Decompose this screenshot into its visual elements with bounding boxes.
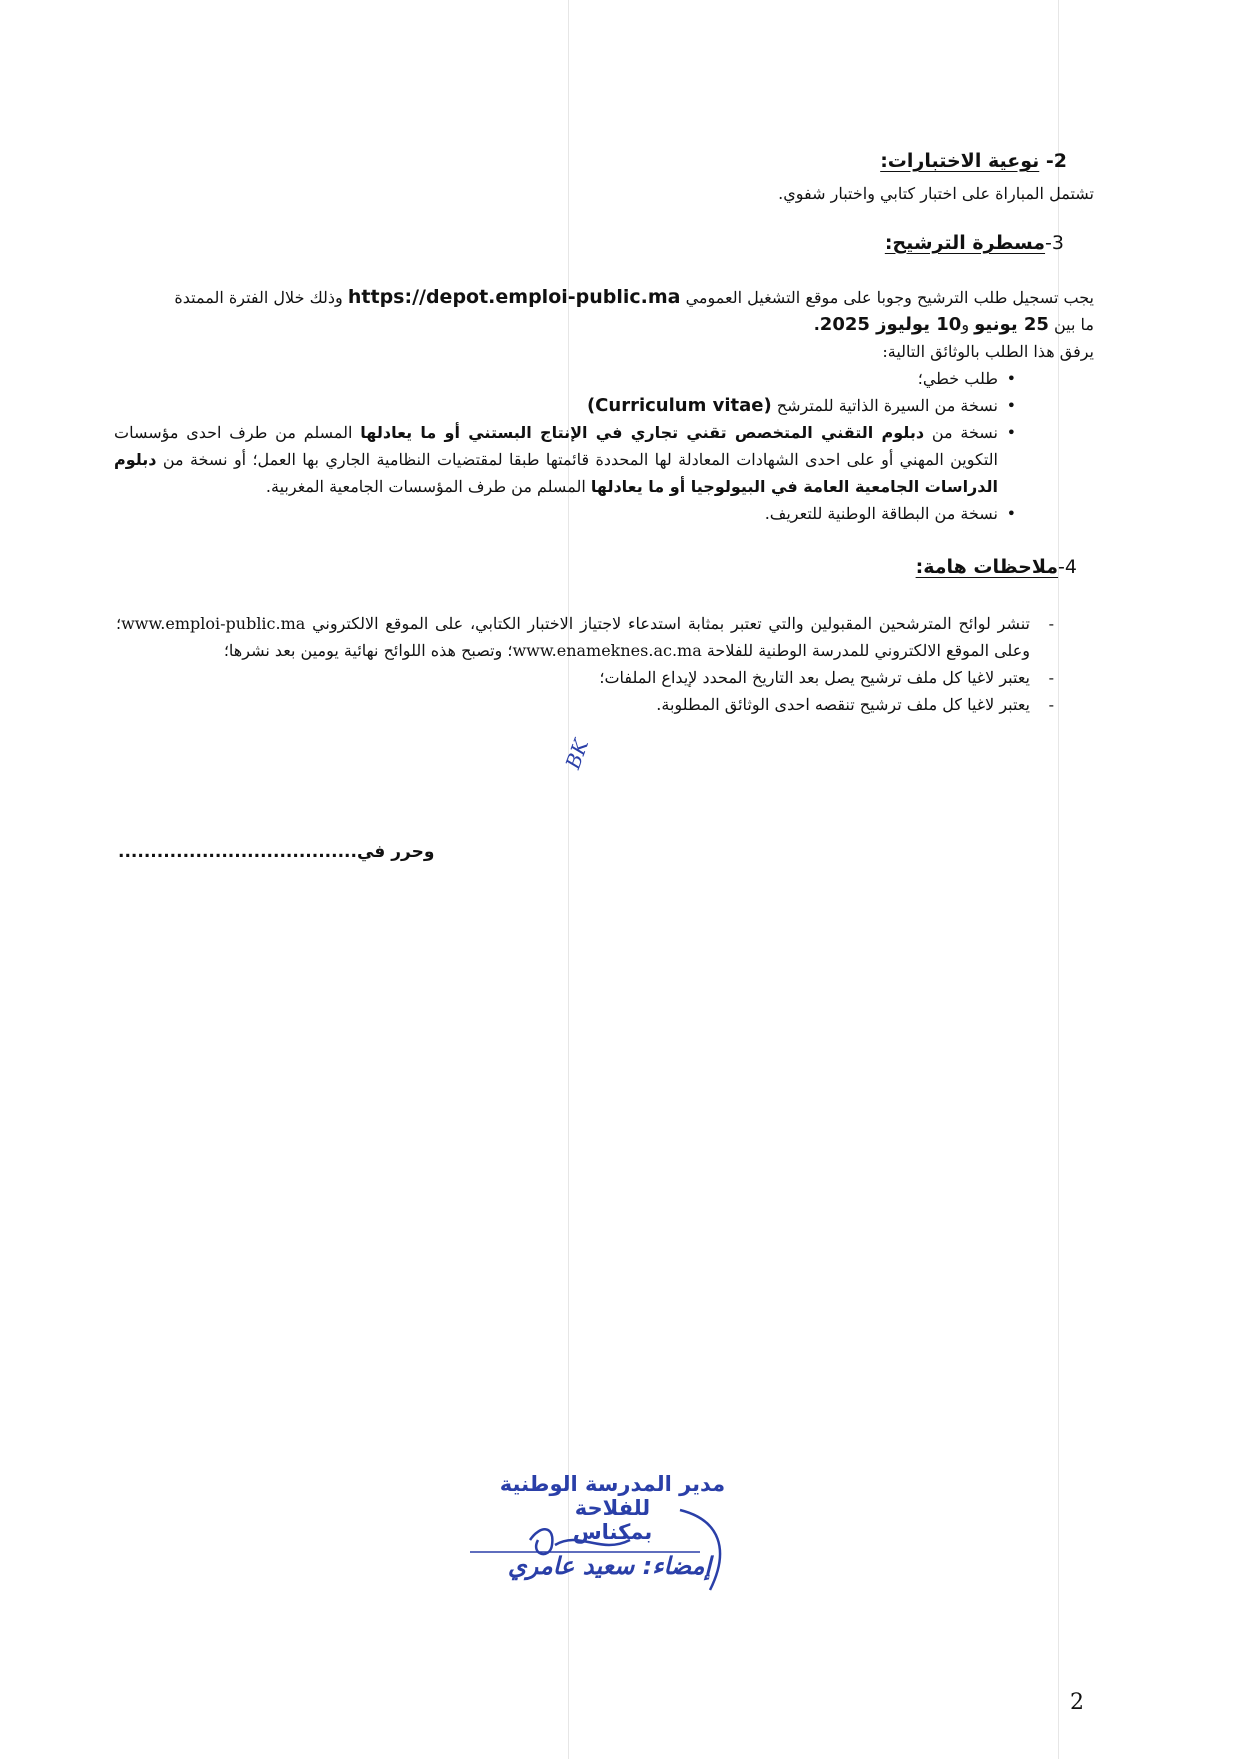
section-4-heading <box>916 556 1077 578</box>
list-item: - يعتبر لاغيا كل ملف ترشيح يصل بعد التاريخ المحدد لإيداع الملفات؛ <box>116 664 1054 691</box>
start-date: 25 يونيو <box>974 314 1049 335</box>
end-date: 10 يوليوز 2025 <box>819 314 962 335</box>
documents-list <box>114 365 1016 527</box>
page-number: 2 <box>1070 1690 1084 1715</box>
section-3-number: 3- <box>1045 232 1064 254</box>
list-item: • نسخة من دبلوم التقني المتخصص تقني تجاري في الإنتاج البستني أو ما يعادلها المسلم من طرف احدى مؤسسات التكوين المهني أو على احدى الشهادات المعادلة لها المحددة قائمتها طبقا لمقتضيات النظامية الجاري بها العمل؛ أو نسخة من دبلوم الدراسات الجامعية العامة في البيولوجيا أو ما يعادلها المسلم من طرف المؤسسات الجامعية المغربية. <box>114 419 1016 500</box>
place-label: وحرر في <box>356 842 435 862</box>
depot-url: https://depot.emploi-public.ma <box>347 286 681 308</box>
handwritten-initials: BK <box>560 735 594 773</box>
list-item: - تنشر لوائح المترشحين المقبولين والتي تعتبر بمثابة استدعاء لاجتياز الاختبار الكتابي، على الموقع الالكتروني www.emploi-public.ma؛ وعلى الموقع الالكتروني للمدرسة الوطنية للفلاحة www.enameknes.ac.ma؛ وتصبح هذه اللوائح نهائية يومين بعد نشرها؛ <box>116 610 1054 664</box>
documents-intro: يرفق هذا الطلب بالوثائق التالية: <box>882 342 1094 361</box>
section-3-line-1: يجب تسجيل طلب الترشيح وجوبا على موقع التشغيل العمومي https://depot.emploi-public.ma وذلك خلال الفترة الممتدة <box>174 286 1094 308</box>
list-item: • نسخة من البطاقة الوطنية للتعريف. <box>114 500 1016 527</box>
place-line <box>118 842 434 862</box>
place-dots: ..................................... <box>118 842 357 862</box>
section-4-number: 4- <box>1058 556 1077 578</box>
emploi-public-url: www.emploi-public.ma <box>121 614 306 633</box>
list-item: • نسخة من السيرة الذاتية للمترشح (Curriculum vitae) <box>114 392 1016 419</box>
list-item: • طلب خطي؛ <box>114 365 1016 392</box>
section-3-body <box>114 284 1094 527</box>
section-3-title: مسطرة الترشيح: <box>884 232 1046 254</box>
signature-line: إمضاء: سعيد عامري <box>507 1552 712 1580</box>
section-2-heading <box>880 150 1067 172</box>
list-item: - يعتبر لاغيا كل ملف ترشيح تنقصه احدى الوثائق المطلوبة. <box>116 691 1054 718</box>
enameknes-url: www.enameknes.ac.ma <box>512 641 702 660</box>
section-3-heading <box>885 232 1064 254</box>
signature-scribble <box>460 1500 760 1600</box>
section-3-line-2: ما بين 25 يونيو و10 يوليوز 2025. <box>813 314 1094 335</box>
notes-list <box>116 610 1054 718</box>
section-2-number: 2- <box>1045 150 1067 172</box>
fold-line-right <box>1058 0 1059 1759</box>
section-4-title: ملاحظات هامة: <box>915 556 1059 578</box>
stamp-city: بمكناس <box>572 1520 653 1544</box>
section-2-title: نوعية الاختبارات: <box>880 150 1040 172</box>
stamp-title: مدير المدرسة الوطنية للفلاحة <box>499 1472 726 1520</box>
section-2-body: تشتمل المباراة على اختبار كتابي واختبار شفوي. <box>778 184 1094 203</box>
